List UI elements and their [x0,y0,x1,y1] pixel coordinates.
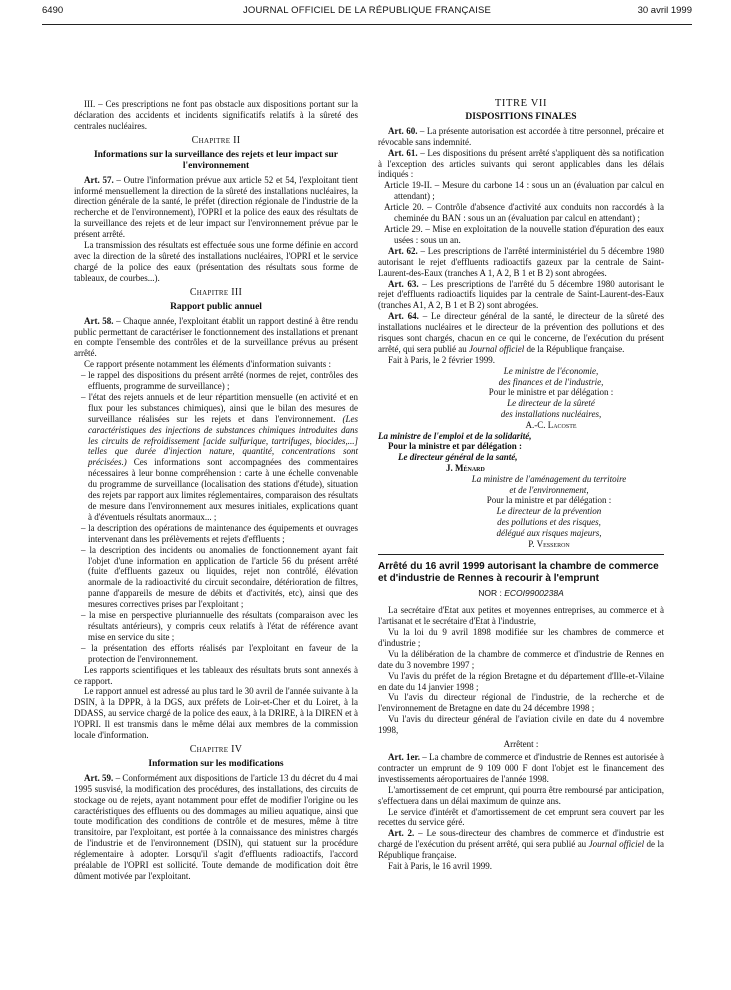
article-1-label: Art. 1er. [388,751,420,762]
preamble: La secrétaire d'Etat aux petites et moyennes entreprises, au commerce et à l'artisanat et le secrétaire d'Etat à l'industrie, [378,605,664,627]
chapter-4-label: Chapitre IV [189,743,243,755]
chapter-2-label: Chapitre II [191,134,241,146]
article-60-label: Art. 60. [388,125,418,136]
nor-code: ECOI9900238A [504,588,564,599]
list-item-italic: (Les caractéristiques des injections de substances chimiques introduites dans les circuits de refroidissement [acide sulfurique, tartrifuges, biocides,...] telles que durée d'injection nature, quantité, concentrations sont précisées.) [88,413,358,468]
article-2 [378,828,664,861]
article-58-p2: Ce rapport présente notamment les éléments d'information suivants : [84,359,332,370]
list-item: – la présentation des efforts réalisés par l'exploitant en faveur de la protection de l'environnement. [81,642,358,664]
article-58-p4: Le rapport annuel est adressé au plus tard le 30 avril de l'année suivante à la DSIN, à la DPPR, à la DGS, aux préfets de Loir-et-Cher et du Loiret, à la DDASS, au service chargé de la police des eaux, à la DRIRE, à la DIREN et à l'OPRI. Il est transmis dans le même délai aux membres de la commission locale d'information. [74,686,358,741]
chapter-3-title: Rapport public annuel [170,301,262,312]
signatory-title: des pollutions et des risques, [497,516,601,527]
signatory-title: délégué aux risques majeurs, [496,527,602,538]
article-59-text: – Conformément aux dispositions de l'article 13 du décret du 4 mai 1995 susvisé, la modification des procédures, des installations, des circuits de stockage ou de rejets, ayant notamment pour effet de modifier l'origine ou les caractéristiques des effluents ou des dommages au milieu aquatique, ainsi que toute modification des conditions de contrôle et de mesures, même à titre transitoire, par l'exploitant, est portée à la connaissance des ministres chargés de l'industrie et de l'environnement (DSIN), qui statuent sur la procédure réglementaire à adopter. Lorsqu'il s'agit d'effluents radioactifs, l'accord préalable de l'OPRI est sollicité. Toute demande de modification doit être dûment motivée par l'exploitant. [74,772,358,881]
signing-place-date: Fait à Paris, le 2 février 1999. [388,354,495,365]
article-58 [74,316,358,360]
nor-label: NOR : [478,588,505,599]
article-63 [378,279,664,312]
header-rule [42,24,692,25]
visa: Vu l'avis du directeur régional de l'industrie, de la recherche et de l'environnement de Bretagne en date du 24 décembre 1998 ; [378,692,664,714]
article-64 [378,311,664,355]
visa: Vu la délibération de la chambre de commerce et d'industrie de Rennes en date du 3 novembre 1997 ; [378,648,664,670]
signatory-title: La ministre de l'emploi et de la solidarité, [378,430,532,441]
article-1-text: – La chambre de commerce et d'industrie de Rennes est autorisée à contracter un emprunt de 9 109 000 F dont l'objet est le financement des investissements aéroportuaires de l'année 1998. [378,751,664,784]
signatory-name: P. Vesseron [528,538,570,549]
article-1 [378,752,664,785]
arrete-title: Arrêté du 16 avril 1999 autorisant la chambre de commerce et d'industrie de Rennes à recourir à l'emprunt [378,561,659,584]
article-57-label: Art. 57. [84,174,114,185]
article-1-p2: L'amortissement de cet emprunt, qui pourra être remboursé par anticipation, s'effectuera dans un délai maximum de quinze ans. [378,784,664,806]
running-header [42,0,692,18]
article-63-text: – Les prescriptions de l'arrêté du 5 décembre 1980 autorisant le rejet d'effluents radioactifs liquides par la centrale de Saint-Laurent-des-Eaux (tranches A1, A 2, B 1 et B 2) sont abrogées. [378,278,664,311]
article-2-text: – Le sous-directeur des chambres de commerce et d'industrie est chargé de l'exécution du présent arrêté, qui sera publié au [378,828,664,850]
signatory-title: Le directeur général de la santé, [398,452,518,463]
article-64-text: – Le directeur général de la santé, le directeur de la sûreté des installations nucléaires et le directeur de la prévention des pollutions et des risques sont chargés, chacun en ce qui le concerne, de l'exécution du présent arrêté, qui sera publié au [378,311,664,354]
signatory-title: Le ministre de l'économie, [503,365,599,376]
list-item: Article 20. – Contrôle d'absence d'activité aux conduits non raccordés à la cheminée du BAN : sous un an (évaluation par calcul en attendant) ; [384,202,664,224]
right-column [378,99,664,872]
article-2-label: Art. 2. [388,828,415,839]
signature-block-amenagement [378,474,664,550]
article-63-label: Art. 63. [388,278,419,289]
list-item: – la description des opérations de maintenance des équipements et ouvrages intervenant dans les prélèvements et rejets d'effluents ; [81,522,358,544]
signatory-title: Le directeur de la sûreté [507,398,595,409]
chapter-4-title: Information sur les modifications [148,758,284,769]
list-item: Article 29. – Mise en exploitation de la nouvelle station d'épuration des eaux usées : sous un an. [384,223,664,245]
chapter-3-label: Chapitre III [189,286,243,298]
list-item-text: – l'état des rejets annuels et de leur répartition mensuelle (en activité et en flux pour les substances chimiques), ainsi que le bilan des mesures de surveillance réalisées sur les rejets et dans l'environnement. [81,391,358,424]
signatory-title: et de l'environnement, [509,484,589,495]
signing-place-date: Fait à Paris, le 16 avril 1999. [388,861,492,872]
article-61-text: – Les dispositions du présent arrêté s'appliquent dès sa notification à l'exception des articles suivants qui seront applicables dans les délais indiqués : [378,147,664,180]
list-item: – la description des incidents ou anomalies de fonctionnement ayant fait l'objet d'une information en application de l'article 56 du présent arrêté (fuite d'effluents gazeux ou liquides, rejet non contrôlé, élévation anormale de la radioactivité du circuit secondaire, détérioration de filtres, panne d'appareils de mesure de débits et d'activités, etc), ainsi que des mesures correctives prises par l'exploitant ; [81,544,358,610]
delegation-line: Pour la ministre et par délégation : [486,495,612,506]
signatory-name: A.-C. Lacoste [525,419,577,430]
signatory-title: La ministre de l'aménagement du territoire [471,473,627,484]
visa: Vu l'avis du préfet de la région Bretagne et du département d'Ille-et-Vilaine en date du 14 janvier 1998 ; [378,670,664,692]
journal-officiel-italic: Journal officiel [468,343,525,354]
list-item [74,392,358,523]
signature-block-economie [378,366,664,431]
list-item-text: Ces informations sont accompagnées des commentaires nécessaires à leur bonne compréhension : carte à une échelle convenable du programme de surveillance (localisation des stations d'étude), situation des rejets par rapport aux limites réglementaires, comparaison des résultats de mesure dans l'environnement aux mesures initiales, explications quant à d'éventuels résultats anormaux... ; [88,457,358,522]
journal-title: JOURNAL OFFICIEL DE LA RÉPUBLIQUE FRANÇAISE [242,5,492,16]
article-64-label: Art. 64. [388,311,419,322]
article-61-label: Art. 61. [388,147,418,158]
nor-reference [378,588,664,599]
article-58-text: – Chaque année, l'exploitant établit un rapport destiné à être rendu public permettant de caractériser le fonctionnement des installations et prenant en compte l'ensemble des contrôles et de la surveillance prévus au présent arrêté. [74,315,358,359]
chapter-2-title: Informations sur la surveillance des rejets et leur impact sur l'environnement [93,149,339,171]
article-57 [74,175,358,240]
titre-heading: TITRE VII [494,98,548,109]
article-60 [378,126,664,148]
article-64-text-end: de la République française. [524,343,625,354]
article-57-text: – Outre l'information prévue aux article 52 et 54, l'exploitant tient informé mensuellement la direction de la sûreté des installations nucléaires, la direction générale de la santé, le préfet (direction régionale de l'industrie de la recherche et de l'environnement), l'OPRI et la police des eaux des résultats de la surveillance des rejets et de leur impact sur l'environnement prévue par le présent arrêté. [74,174,358,240]
article-59-label: Art. 59. [84,772,114,783]
list-item: – le rappel des dispositions du présent arrêté (normes de rejet, contrôles des effluents, programme de surveillance) ; [81,370,358,392]
article-58-label: Art. 58. [84,315,114,326]
arretent: Arrêtent : [503,739,539,750]
article-62-text: – Les prescriptions de l'arrêté interministériel du 5 décembre 1980 autorisant le rejet d'effluents radioactifs gazeux par la centrale de Saint-Laurent-des-Eaux (tranches A 1, A 2, B 1 et B 2) sont abrogées. [378,245,664,278]
section-separator [378,554,664,555]
delegation-line: Pour le ministre et par délégation : [488,387,614,398]
article-58-p3: Les rapports scientifiques et les tableaux des résultats bruts sont annexés à ce rapport. [74,664,358,686]
signatory-title: des installations nucléaires, [500,408,602,419]
page-number: 6490 [42,5,64,16]
paragraph-iii: III. – Ces prescriptions ne font pas obstacle aux dispositions portant sur la déclaration des accidents et incidents significatifs relatifs à la sûreté des centrales nucléaires. [74,99,358,131]
signatory-title: des finances et de l'industrie, [498,376,604,387]
article-59 [74,773,358,882]
signatory-name: J. Ménard [446,462,485,473]
visa: Vu l'avis du directeur général de l'aviation civile en date du 4 novembre 1998, [378,714,664,736]
article-1-p3: Le service d'intérêt et d'amortissement de cet emprunt sera couvert par les recettes du service géré. [378,806,664,828]
journal-officiel-italic: Journal officiel [588,839,645,850]
article-60-text: – La présente autorisation est accordée à titre personnel, précaire et révocable sans indemnité. [378,125,664,147]
issue-date: 30 avril 1999 [637,5,692,16]
article-62 [378,246,664,279]
signature-block-emploi [378,431,664,474]
article-2-text-end: de la République française. [378,839,664,861]
list-item: – la mise en perspective pluriannuelle des résultats (comparaison avec les résultats antérieurs), y compris ceux relatifs à l'état de référence avant mise en service du site ; [81,610,358,642]
signatory-title: Le directeur de la prévention [496,506,602,517]
article-57-p2: La transmission des résultats est effectuée sous une forme définie en accord avec la direction de la sûreté des installations nucléaires, l'OPRI et le service chargé de la police des eaux (présentation des résultats sous forme de tableaux, de courbes...). [74,240,358,283]
titre-subheading: DISPOSITIONS FINALES [465,111,577,122]
visa: Vu la loi du 9 avril 1898 modifiée sur les chambres de commerce et d'industrie ; [378,627,664,648]
list-item: Article 19-II. – Mesure du carbone 14 : sous un an (évaluation par calcul en attendant) ; [384,180,664,202]
article-61 [378,148,664,181]
left-column [74,99,358,882]
article-62-label: Art. 62. [388,245,418,256]
delegation-line: Pour la ministre et par délégation : [388,441,522,452]
